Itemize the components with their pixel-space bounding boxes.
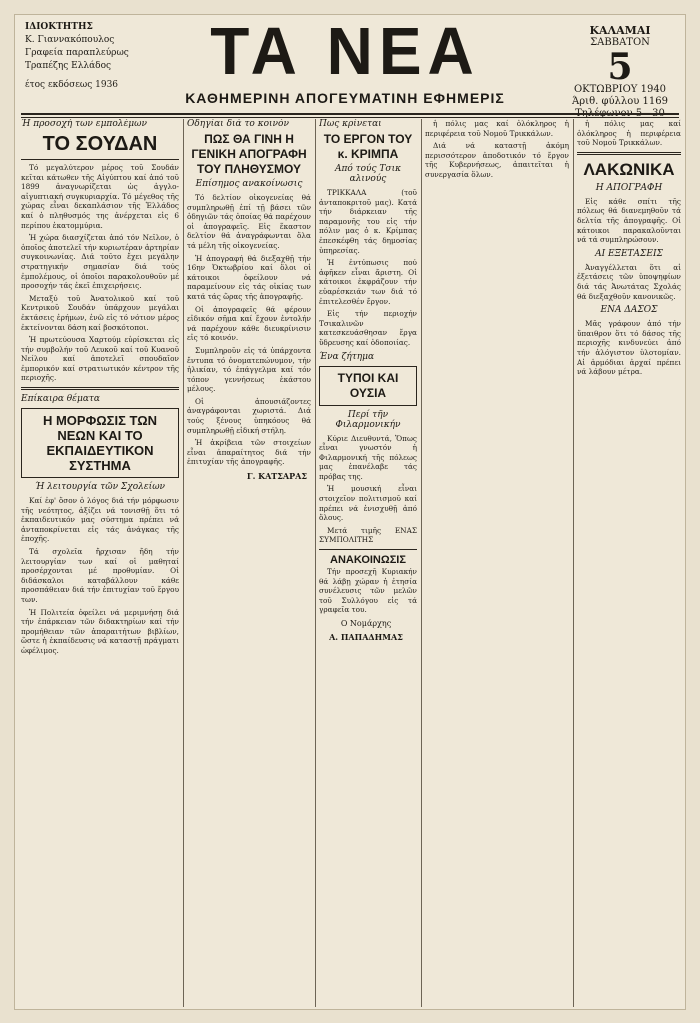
headline-krimpas: ΤΟ ΕΡΓΟΝ ΤΟΥ κ. ΚΡΙΜΠΑ [323,132,413,161]
paragraph: Καί ἐφ' ὅσον ὁ λόγος διά τήν μόρφωσιν τῆς νεότητος, ἀξίζει νά τονισθῇ ὅτι τό ἐκπαιδευτικόν μας σύστημα πρέπει νά ἀνταποκρίνεται εἰς τάς ἀνάγκας τῆς ἐποχῆς. [21,496,179,544]
article-sudan [21,163,179,383]
offices-2: Τραπέζης Ελλάδος [25,61,112,71]
headline-notice: ΑΝΑΚΟΙΝΩΣΙΣ [330,554,406,567]
phones: Τηλέφωνον 5—30 [575,108,665,119]
paragraph: ἡ πόλις μας καί ὁλόκληρος ἡ περιφέρεια τοῦ Νομοῦ Τρικκάλων. [577,119,681,148]
notice-signature-name: Α. ΠΑΠΑΔΗΜΑΣ [329,632,403,642]
article-lakonika-intro [577,119,681,148]
headline-lakonika: ΛΑΚΩΝΙΚΑ [583,159,675,179]
column-separator [183,119,184,1007]
paragraph: Τό δελτίον οἰκογενείας θά συμπληρωθῇ ἐπί τῇ βάσει τῶν ὁδηγιῶν τάς ὁποίας θά παρέχουν οἱ ἀπογραφεῖς. Εἰς ἕκαστον δελτίον θά ἀναγράφωνται ὅλα τά μέλη τῆς οἰκογενείας. [187,193,311,250]
paragraph: Ἀναγγέλλεται ὅτι αἱ ἐξετάσεις τῶν ὑποψηφίων διά τάς Ἀνωτάτας Σχολάς θά διεξαχθοῦν κανονικῶς. [577,262,681,301]
byline-forms: Περί τῆν Φιλαρμονικήν [335,409,401,430]
newspaper-title: ΤΑ ΝΕΑ [210,14,480,89]
date-info [565,25,675,120]
kicker-census: Οδηγίαι διά το κοινόν [187,119,289,129]
article-krimpas [319,188,417,348]
paragraph: Κύριε Διευθυντά, Ὅπως εἶναι γνωστόν ἡ Φιλαρμονική τῆς πόλεως μας ἐπανέλαβε τάς πρόβας της. [319,433,417,481]
city: ΚΑΛΑΜΑΙ [589,24,651,37]
article-forms [319,434,417,546]
column-separator [421,119,422,1007]
article-exams [577,263,681,301]
headline-forms: ΤΥΠΟΙ ΚΑΙ ΟΥΣΙΑ [319,366,417,406]
paragraph: Συμπληροῦν εἰς τά ὑπάρχοντα ἔντυπα τό ὀνοματεπώνυμον, τήν ἡλικίαν, τό ἐπάγγελμα καί τόν τόπον γεννήσεως ἑκάστου μέλους. [187,345,311,394]
paragraph: ΤΡΙΚΚΑΛΑ (τοῦ ἀνταποκριτοῦ μας). Κατά τήν διάρκειαν τῆς παραμονῆς του εἰς τήν πόλιν μας ὁ κ. Κρίμπας ἐπεσκέφθη τάς δημοσίας ὑπηρεσίας. [319,188,417,255]
newspaper-page [14,14,686,1010]
divider [577,152,681,155]
newspaper-subtitle: ΚΑΘΗΜΕΡΙΝΗ ΑΠΟΓΕΥΜΑΤΙΝΗ ΕΦΗΜΕΡΙΣ [185,90,505,106]
paragraph: Ἡ χώρα διασχίζεται ἀπό τόν Νεῖλον, ὁ ὁποῖος ἀποτελεῖ τήν κυριωτέραν ἀρτηρίαν συγκοινωνίας. Διά τοῦτο ἔχει μεγάλην στρατηγικήν σημασίαν διά τούς ἐμπολέμους, οἱ ὁποῖοι παρακολουθοῦν μέ προσοχήν τάς ἐκεῖ ἐπιχειρήσεις. [21,233,179,291]
day-number: 5 [607,46,633,88]
paragraph: Ἡ πρωτεύουσα Χαρτούμ εὑρίσκεται εἰς τήν συμβολήν τοῦ Λευκοῦ καί τοῦ Κυανοῦ Νείλου καί ἀποτελεῖ σπουδαῖον ἐμπορικόν καί στρατιωτικόν κέντρον τῆς περιοχῆς. [21,335,179,383]
masthead-rule-thin [21,117,679,118]
article-census [187,193,311,467]
kicker-forms: Ένα ζήτημα [319,351,375,362]
kicker-education: Επίκαιρα θέματα [21,394,100,405]
column-separator [573,119,574,1007]
column-lakonika [577,119,681,1007]
year-label: έτος εκδόσεως 1936 [25,80,119,90]
headline-census: ΠΩΣ ΘΑ ΓΙΝΗ Η ΓΕΝΙΚΗ ΑΠΟΓΡΑΦΗ ΤΟΥ ΠΛΗΘΥΣΜΟΥ [191,132,307,176]
sub-forest: ΕΝΑ ΔΑΣΟΣ [600,305,658,316]
signature-census: Γ. ΚΑΤΣΑΡΑΣ [246,471,307,482]
paragraph: Ἡ ἐντύπωσις πού ἀφῆκεν εἶναι ἄριστη. Οἱ κάτοικοι ἐκφράζουν τήν εὐαρέσκειάν των διά τό ἐπιτελεσθέν ἔργον. [319,258,417,306]
article-forest [577,319,681,377]
sub-exams: ΑΙ ΕΞΕΤΑΣΕΙΣ [595,248,663,259]
paragraph: Οἱ ἀπουσιάζοντες ἀναγράφονται χωριστά. Διά τούς ξένους ὑπηκόους θά συμπληρωθῇ εἰδική στήλη. [187,396,311,435]
column-krimpas-continued [425,119,569,1007]
paragraph: ἡ πόλις μας καί ὁλόκληρος ἡ περιφέρεια τοῦ Νομοῦ Τρικκάλων. [425,119,569,138]
paragraph: Ἡ μουσική εἶναι στοιχεῖον πολιτισμοῦ καί πρέπει νά ἐνισχυθῇ ἀπό ὅλους. [319,484,417,523]
paragraph: Τήν προσεχῆ Κυριακήν θά λάβῃ χώραν ἡ ἐτησία συνέλευσις τῶν μελῶν τοῦ Συλλόγου εἰς τά γραφεῖα του. [319,567,417,615]
paragraph: Τό μεγαλύτερον μέρος τοῦ Σουδάν κεῖται κάτωθεν τῆς Αἰγύπτου καί ἀπό τοῦ 1899 ἀναγνωρίζεται ὡς ἀγγλο-αἰγυπτιακή συγκυριαρχία. Τό μέγεθος τῆς χώρας εἶναι δεκαπλάσιον τῆς Ἑλλάδος καί ὁ πληθυσμός της ἀνέρχεται εἰς 6 περίπου ἑκατομμύρια. [21,163,179,230]
director-name: Κ. Γιαννακόπουλος [25,35,115,45]
paragraph: Μᾶς γράφουν ἀπό τήν ὕπαιθρον ὅτι τό δάσος τῆς περιοχῆς κινδυνεύει ἀπό τήν ἀλόγιστον ὑλοτομίαν. Αἱ ἁρμόδιαι ἀρχαί πρέπει νά λάβουν μέτρα. [577,319,681,377]
publisher-info [25,21,145,92]
headline-sudan: ΤΟ ΣΟΥΔΑΝ [42,133,158,155]
article-krimpas-continued [425,119,569,180]
paragraph: Μεταξύ τοῦ Ἀνατολικοῦ καί τοῦ Κεντρικοῦ Σουδάν ὑπάρχουν μεγάλαι ἐκτάσεις ἐρήμων, ἐνῶ εἰς τό νότιον μέρος ἐκτείνονται δάση καί βοσκότοποι. [21,293,179,332]
masthead [15,14,686,119]
byline-education: Ή λειτουργία τῶν Σχολείων [34,482,166,493]
paragraph: Εἰς τήν περιοχήν Τσικαλινῶν κατεσκευάσθησαν ἔργα ὕδρευσης καί ὁδοποιίας. [319,309,417,347]
kicker-krimpas: Πως κρίνεται [319,119,382,129]
paragraph: Ἡ ἀπογραφή θά διεξαχθῇ τήν 16ην Ὀκτωβρίου καί ὅλοι οἱ κάτοικοι ὀφείλουν νά παραμείνουν εἰς τάς οἰκίας των κατά τάς ὥρας τῆς ἀπογραφῆς. [187,253,311,301]
paragraph: Ἡ ἀκρίβεια τῶν στοιχείων εἶναι ἀπαραίτητος διά τήν ἐπιτυχίαν τῆς ἀπογραφῆς. [187,438,311,467]
issue-number: Άριθ. φύλλου 1169 [572,96,668,107]
paragraph: Οἱ ἀπογραφεῖς θά φέρουν εἰδικόν σῆμα καί ἔχουν ἐντολήν νά παρέχουν κάθε διευκρίνισιν εἰς τό κοινόν. [187,304,311,343]
article-education [21,496,179,656]
sub-census: Η ΑΠΟΓΡΑΦΗ [595,182,663,193]
divider [319,549,417,550]
kicker-sudan: Ή προσοχή των εμπολέμων [21,119,147,129]
weekday: ΣΑΒΒΑΤΟΝ [590,37,650,48]
divider [21,159,179,160]
divider [21,387,179,390]
article-lakonika [577,197,681,245]
paragraph: Διά νά καταστῇ ἀκόμη περισσότερον ἀποδοτικόν τό ἔργον τῆς Κυβερνήσεως, ἀπαιτεῖται ἡ συνεργασία ὅλων. [425,141,569,179]
column-census [187,119,311,1007]
director-label: ΙΔΙΟΚΤΗΤΗΣ [25,22,93,32]
paragraph: Εἰς κάθε σπίτι τῆς πόλεως θά διανεμηθοῦν τά δελτία τῆς ἀπογραφῆς. Οἱ κάτοικοι παρακαλοῦνται νά τά συμπληρώσουν. [577,196,681,245]
column-sudan [21,119,179,1007]
notice-signature-title: Ο Νομάρχης [340,619,392,628]
article-notice [319,567,417,615]
month-year: ΟΚΤΩΒΡΙΟΥ 1940 [573,84,667,95]
paragraph: Ἡ Πολιτεία ὀφείλει νά μεριμνήσῃ διά τήν ἐπάρκειαν τῶν διδακτηρίων καί τήν προμήθειαν τῶν ἀπαραιτήτων βιβλίων, ὥστε ἡ ἐκπαίδευσις νά καταστῇ πράγματι ὠφέλιμος. [21,607,179,655]
headline-education: Η ΜΟΡΦΩΣΙΣ ΤΩΝ ΝΕΩΝ ΚΑΙ ΤΟ ΕΚΠΑΙΔΕΥΤΙΚΟΝ ΣΥΣΤΗΜΑ [21,408,179,478]
byline-krimpas: Από τούς Τσικ αλινούς [334,164,402,184]
paragraph: Τά σχολεῖα ἤρχισαν ἤδη τήν λειτουργίαν των καί οἱ μαθηταί προσέρχονται μέ προθυμίαν. Οἱ διδάσκαλοι καταβάλλουν κάθε προσπάθειαν διά τήν ἐπιτυχίαν τοῦ ἔργου των. [21,547,179,604]
column-separator [315,119,316,1007]
paragraph: Μετά τιμῆς ΕΝΑΣ ΣΥΜΠΟΛΙΤΗΣ [319,525,417,545]
byline-census: Επίσημος ανακοίνωσις [195,179,303,189]
column-krimpas [319,119,417,1007]
offices: Γραφεία παραπλεύρως [25,48,129,58]
masthead-rule [21,113,679,115]
